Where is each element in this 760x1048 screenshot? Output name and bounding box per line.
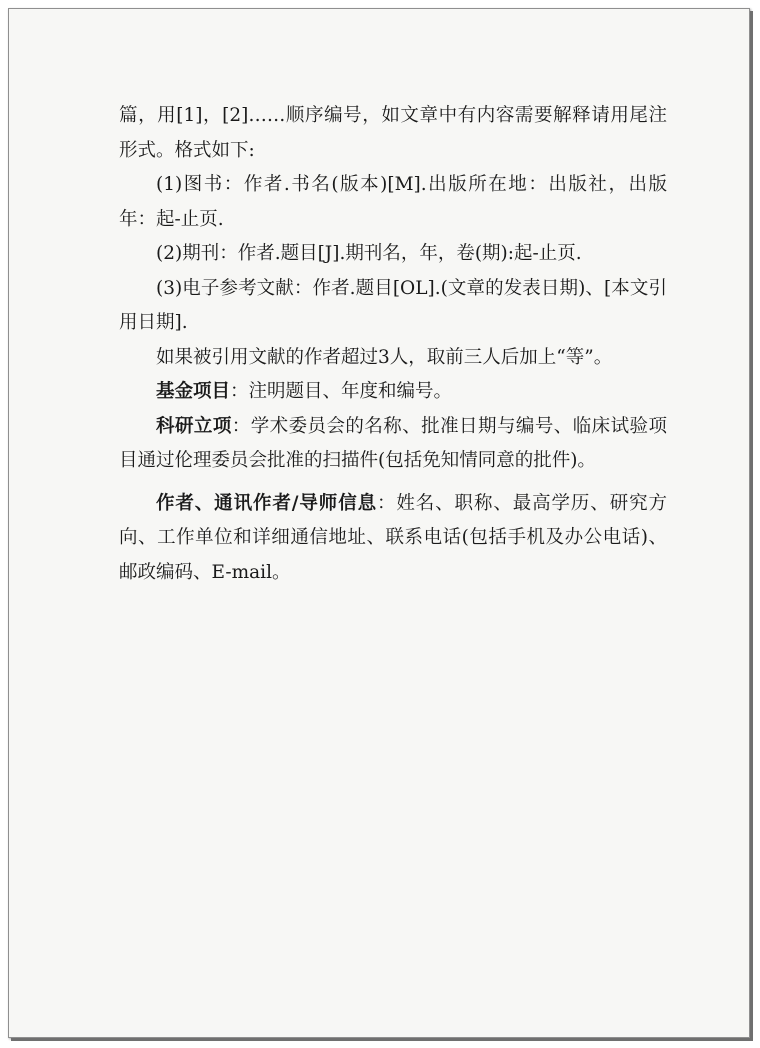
author-info-paragraph	[119, 487, 667, 591]
fund-project-paragraph	[119, 375, 667, 410]
reference-authors-rule: 如果被引用文献的作者超过3人，取前三人后加上“等”。	[156, 346, 613, 368]
fund-project-label: 基金项目	[156, 381, 231, 402]
research-project-text: ：学术委员会的名称、批准日期与编号、临床试验项目通过伦理委员会批准的扫描件(包括免知情同意的批件)。	[119, 415, 667, 471]
reference-format-book: (1)图书：作者.书名(版本)[M].出版所在地：出版社，出版年：起-止页.	[119, 174, 667, 230]
research-project-label: 科研立项	[156, 415, 232, 437]
research-project-paragraph	[119, 410, 667, 479]
reference-format-electronic: (3)电子参考文献：作者.题目[OL].(文章的发表日期)、[本文引用日期].	[119, 277, 667, 333]
author-info-label: 作者、通讯作者/导师信息	[156, 492, 377, 514]
document-page	[8, 8, 750, 1038]
document-body	[119, 99, 667, 590]
author-info-text: ：姓名、职称、最高学历、研究方向、工作单位和详细通信地址、联系电话(包括手机及办公电话)、邮政编码、E-mail。	[119, 492, 667, 583]
reference-format-journal: (2)期刊：作者.题目[J].期刊名，年，卷(期):起-止页.	[156, 243, 582, 264]
fund-project-text: ：注明题目、年度和编号。	[230, 381, 453, 402]
paragraph-reference-numbering: 篇，用[1]，[2]……顺序编号，如文章中有内容需要解释请用尾注形式。格式如下:	[119, 105, 667, 161]
